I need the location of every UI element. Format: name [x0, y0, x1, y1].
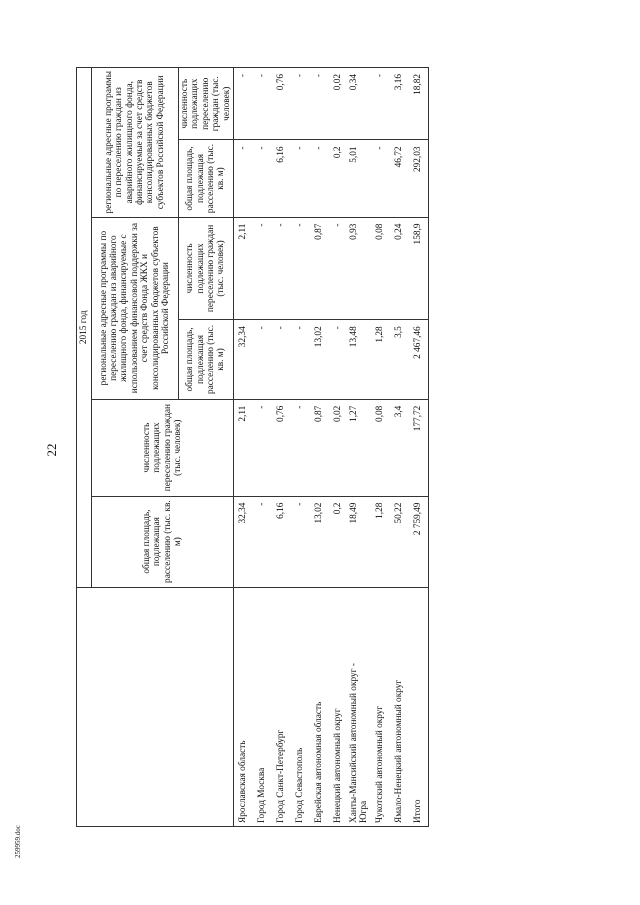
rotated-table-frame — [76, 67, 424, 827]
cell-value: 2,11 — [234, 399, 254, 496]
region-name: Город Санкт-Петербург — [272, 587, 291, 826]
table-row — [371, 68, 390, 827]
table-row-total — [409, 68, 429, 827]
cell-value: - — [253, 140, 272, 217]
cell-value: - — [272, 217, 291, 320]
cell-value: 3,4 — [390, 399, 409, 496]
cell-value: - — [371, 140, 390, 217]
cell-value: 0,08 — [371, 217, 390, 320]
cell-value: 0,93 — [348, 217, 371, 320]
region-name: Итого — [409, 587, 429, 826]
page-number: 22 — [44, 443, 59, 457]
cell-value: 0,76 — [272, 399, 291, 496]
cell-value: 13,48 — [348, 320, 371, 399]
header-area-budget: общая площадь, подлежащая расселению (тыс. кв. м) — [179, 140, 234, 217]
cell-value: 1,28 — [371, 320, 390, 399]
cell-value: 0,02 — [329, 399, 348, 496]
region-name: Еврейская автономная область — [310, 587, 329, 826]
cell-value: 18,49 — [348, 496, 371, 587]
table-row — [253, 68, 272, 827]
resettlement-table — [76, 67, 429, 827]
region-name: Город Москва — [253, 587, 272, 826]
cell-value: 177,72 — [409, 399, 429, 496]
table-row — [234, 68, 254, 827]
cell-value: 18,82 — [409, 68, 429, 140]
cell-value: - — [253, 217, 272, 320]
header-people-total: численность подлежащих переселению граждан (тыс. человек) — [92, 399, 234, 496]
cell-value: 0,87 — [310, 399, 329, 496]
cell-value: 2 467,46 — [409, 320, 429, 399]
cell-value: - — [329, 320, 348, 399]
header-people-budget: численность подлежащих переселению граждан (тыс. человек) — [179, 68, 234, 140]
header-area-fund: общая площадь, подлежащая расселению (тыс. кв. м) — [179, 320, 234, 399]
document-id: 259959.doc — [14, 825, 22, 858]
cell-value: 13,02 — [310, 496, 329, 587]
table-row — [291, 68, 310, 827]
region-name: Ненецкий автономный округ — [329, 587, 348, 826]
cell-value: - — [291, 217, 310, 320]
cell-value: 46,72 — [390, 140, 409, 217]
cell-value: 292,03 — [409, 140, 429, 217]
region-name: Ярославская область — [234, 587, 254, 826]
region-name-line1: Ханты-Мансийский автономный округ - — [349, 663, 360, 823]
cell-value: 0,87 — [310, 217, 329, 320]
cell-value: 13,02 — [310, 320, 329, 399]
cell-value: - — [253, 399, 272, 496]
table-row — [272, 68, 291, 827]
cell-value: - — [329, 217, 348, 320]
table-row — [329, 68, 348, 827]
cell-value: - — [234, 68, 254, 140]
cell-value: 158,9 — [409, 217, 429, 320]
cell-value: 1,27 — [348, 399, 371, 496]
cell-value: - — [253, 496, 272, 587]
region-name: Чукотский автономный округ — [371, 587, 390, 826]
cell-value: 0,2 — [329, 140, 348, 217]
table-row — [390, 68, 409, 827]
cell-value: 2,11 — [234, 217, 254, 320]
cell-value: - — [371, 68, 390, 140]
cell-value: - — [310, 68, 329, 140]
cell-value: 6,16 — [272, 496, 291, 587]
cell-value: - — [253, 68, 272, 140]
cell-value: 2 759,49 — [409, 496, 429, 587]
cell-value: - — [291, 399, 310, 496]
cell-value: 0,34 — [348, 68, 371, 140]
cell-value: 50,22 — [390, 496, 409, 587]
rotated-table-wrapper — [76, 67, 424, 827]
region-name: Город Севастополь — [291, 587, 310, 826]
cell-value: 1,28 — [371, 496, 390, 587]
header-region-blank — [77, 587, 234, 826]
header-year: 2015 год — [77, 68, 92, 588]
header-group-budget: региональные адресные программы по переселению граждан из аварийного жилищного фонда, финансируемые за счет средств консолидированных бюджетов субъектов Российской Федерации — [92, 68, 179, 218]
cell-value: - — [291, 140, 310, 217]
cell-value: 6,16 — [272, 140, 291, 217]
cell-value: - — [253, 320, 272, 399]
cell-value: 0,76 — [272, 68, 291, 140]
cell-value: 32,34 — [234, 320, 254, 399]
cell-value: - — [310, 140, 329, 217]
cell-value: 3,5 — [390, 320, 409, 399]
cell-value: 0,24 — [390, 217, 409, 320]
cell-value: - — [291, 68, 310, 140]
region-name: Ямало-Ненецкий автономный округ — [390, 587, 409, 826]
cell-value: - — [234, 140, 254, 217]
header-people-fund: численность подлежащих переселению граждан (тыс. человек) — [179, 217, 234, 320]
cell-value: 0,02 — [329, 68, 348, 140]
table-row — [348, 68, 371, 827]
cell-value: 3,16 — [390, 68, 409, 140]
cell-value: 0,2 — [329, 496, 348, 587]
region-name-line2: Югра — [359, 800, 370, 823]
header-row-year — [77, 68, 92, 827]
cell-value: 0,08 — [371, 399, 390, 496]
cell-value: - — [291, 320, 310, 399]
cell-value: 32,34 — [234, 496, 254, 587]
region-name — [348, 587, 371, 826]
cell-value: - — [272, 320, 291, 399]
header-area-total: общая площадь, подлежащая расселению (тыс. кв. м) — [92, 496, 234, 587]
cell-value: - — [291, 496, 310, 587]
header-group-fund: региональные адресные программы по переселению граждан из аварийного жилищного фонда, финансируемые с использованием финансовой поддержки за счет средств Фонда ЖКХ и консолидированных бюджетов субъектов Российской Федерации — [92, 217, 179, 399]
cell-value: 5,01 — [348, 140, 371, 217]
table-row — [310, 68, 329, 827]
